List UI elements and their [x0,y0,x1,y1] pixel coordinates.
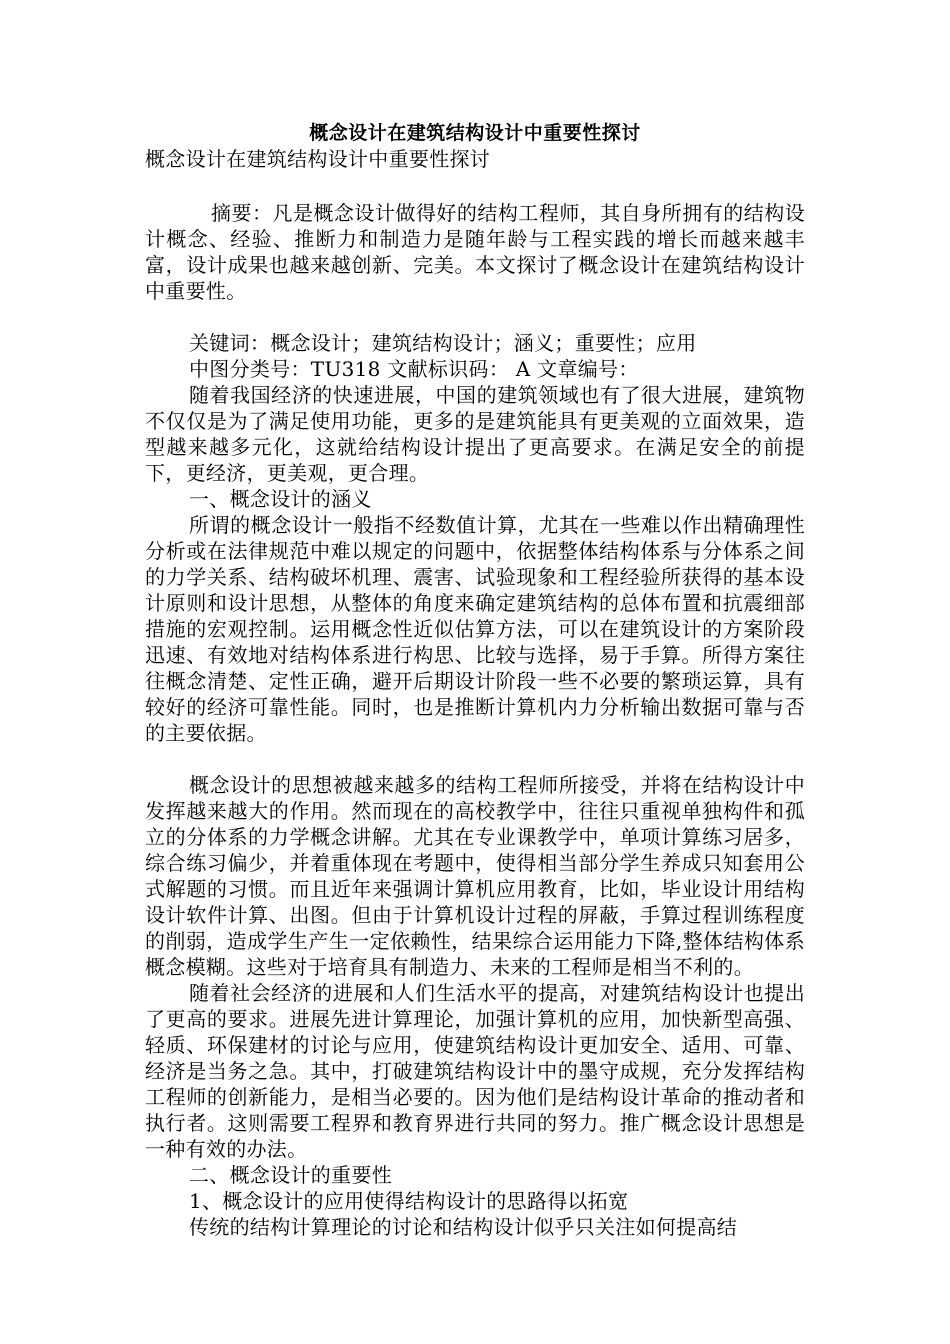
intro-paragraph: 随着我国经济的快速进展，中国的建筑领域也有了很大进展，建筑物不仅仅是为了满足使用功能，更多的是建筑能具有更美观的立面效果，造型越来越多元化，这就给结构设计提出了更高要求。在满足安全的前提下，更经济，更美观，更合理。 [145,383,805,485]
keywords-line: 关键词：概念设计；建筑结构设计；涵义；重要性；应用 [189,331,697,355]
subsection-heading-1: 1、概念设计的应用使得结构设计的思路得以拓宽 [189,1189,629,1213]
spacer [145,746,805,772]
body-paragraph-2: 概念设计的思想被越来越多的结构工程师所接受，并将在结构设计中发挥越来越大的作用。然而现在的高校教学中，往往只重视单独构件和孤立的分体系的力学概念讲解。尤其在专业课教学中，单项计算练习居多，综合练习偏少，并着重体现在考题中，使得相当部分学生养成只知套用公式解题的习惯。而且近年来强调计算机应用教育，比如，毕业设计用结构设计软件计算、出图。但由于计算机设计过程的屏蔽，手算过程训练程度的削弱，造成学生产生一定依赖性，结果综合运用能力下降,整体结构体系概念模糊。这些对于培育具有制造力、未来的工程师是相当不利的。 [145,773,805,979]
body-paragraph-4: 传统的结构计算理论的讨论和结构设计似乎只关注如何提高结 [189,1215,738,1239]
section-heading-2: 二、概念设计的重要性 [189,1163,392,1187]
abstract-paragraph: 摘要：凡是概念设计做得好的结构工程师，其自身所拥有的结构设计概念、经验、推断力和制造力是随年龄与工程实践的增长而越来越丰富，设计成果也越来越创新、完美。本文探讨了概念设计在建筑结构设计中重要性。 [145,201,805,303]
document-page [145,120,805,1240]
body-paragraph-3: 随着社会经济的进展和人们生活水平的提高，对建筑结构设计也提出了更高的要求。进展先进计算理论，加强计算机的应用，加快新型高强、轻质、环保建材的讨论与应用，使建筑结构设计更加安全、适用、可靠、经济是当务之急。其中，打破建筑结构设计中的墨守成规，充分发挥结构工程师的创新能力，是相当必要的。因为他们是结构设计革命的推动者和执行者。这则需要工程界和教育界进行共同的努力。推广概念设计思想是一种有效的办法。 [145,981,805,1161]
classification-line: 中图分类号：TU318 文献标识码： A 文章编号： [189,357,639,381]
body-paragraph-1: 所谓的概念设计一般指不经数值计算，尤其在一些难以作出精确理性分析或在法律规范中难以规定的问题中，依据整体结构体系与分体系之间的力学关系、结构破坏机理、震害、试验现象和工程经验所获得的基本设计原则和设计思想，从整体的角度来确定建筑结构的总体布置和抗震细部措施的宏观控制。运用概念性近似估算方法，可以在建筑设计的方案阶段迅速、有效地对结构体系进行构思、比较与选择，易于手算。所得方案往往概念清楚、定性正确，避开后期设计阶段一些不必要的繁琐运算，具有较好的经济可靠性能。同时，也是推断计算机内力分析输出数据可靠与否的主要依据。 [145,513,805,745]
document-title: 概念设计在建筑结构设计中重要性探讨 [309,122,641,144]
document-subtitle: 概念设计在建筑结构设计中重要性探讨 [145,147,491,171]
section-heading-1: 一、概念设计的涵义 [189,487,372,511]
spacer [145,304,805,330]
